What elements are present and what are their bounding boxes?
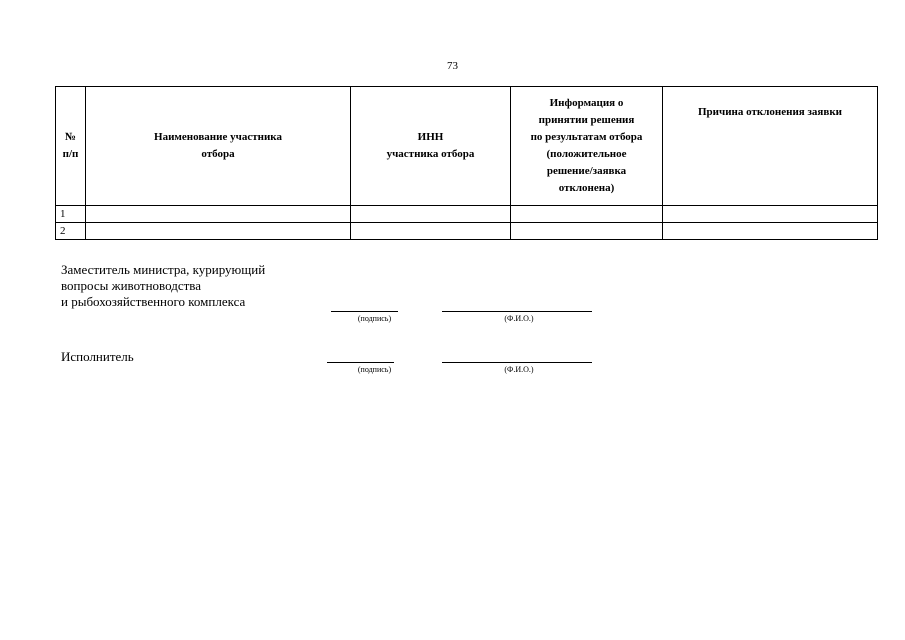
header-decision-info: Информация о принятии решения по результатам отбора (положительное решение/заявка отклонена) <box>511 87 663 206</box>
executor-signature-line <box>327 362 394 363</box>
table-cell <box>351 223 511 240</box>
deputy-name-line <box>442 311 592 312</box>
table-cell-number: 2 <box>56 223 86 240</box>
table-cell <box>511 206 663 223</box>
table-cell <box>86 206 351 223</box>
table-cell <box>663 223 878 240</box>
table-cell <box>663 206 878 223</box>
table-cell <box>351 206 511 223</box>
results-table <box>55 86 878 240</box>
table-row <box>56 206 878 223</box>
executor-name-line <box>442 362 592 363</box>
table-row <box>56 223 878 240</box>
deputy-minister-title: Заместитель министра, курирующий вопросы животноводства и рыбохозяйственного комплекса <box>61 262 266 309</box>
executor-label: Исполнитель <box>61 349 134 364</box>
table-cell-number: 1 <box>56 206 86 223</box>
table-cell <box>86 223 351 240</box>
deputy-signature-line <box>331 311 398 312</box>
executor-signature-caption: (подпись) <box>357 365 392 374</box>
table-header-row <box>56 87 878 206</box>
header-number: № п/п <box>56 87 86 206</box>
page-number: 73 <box>447 60 458 72</box>
table-cell <box>511 223 663 240</box>
deputy-name-caption: (Ф.И.О.) <box>504 314 534 323</box>
deputy-signature-caption: (подпись) <box>357 314 392 323</box>
executor-name-caption: (Ф.И.О.) <box>504 365 534 374</box>
header-rejection-reason: Причина отклонения заявки <box>663 87 878 206</box>
header-inn: ИНН участника отбора <box>351 87 511 206</box>
header-participant-name: Наименование участника отбора <box>86 87 351 206</box>
